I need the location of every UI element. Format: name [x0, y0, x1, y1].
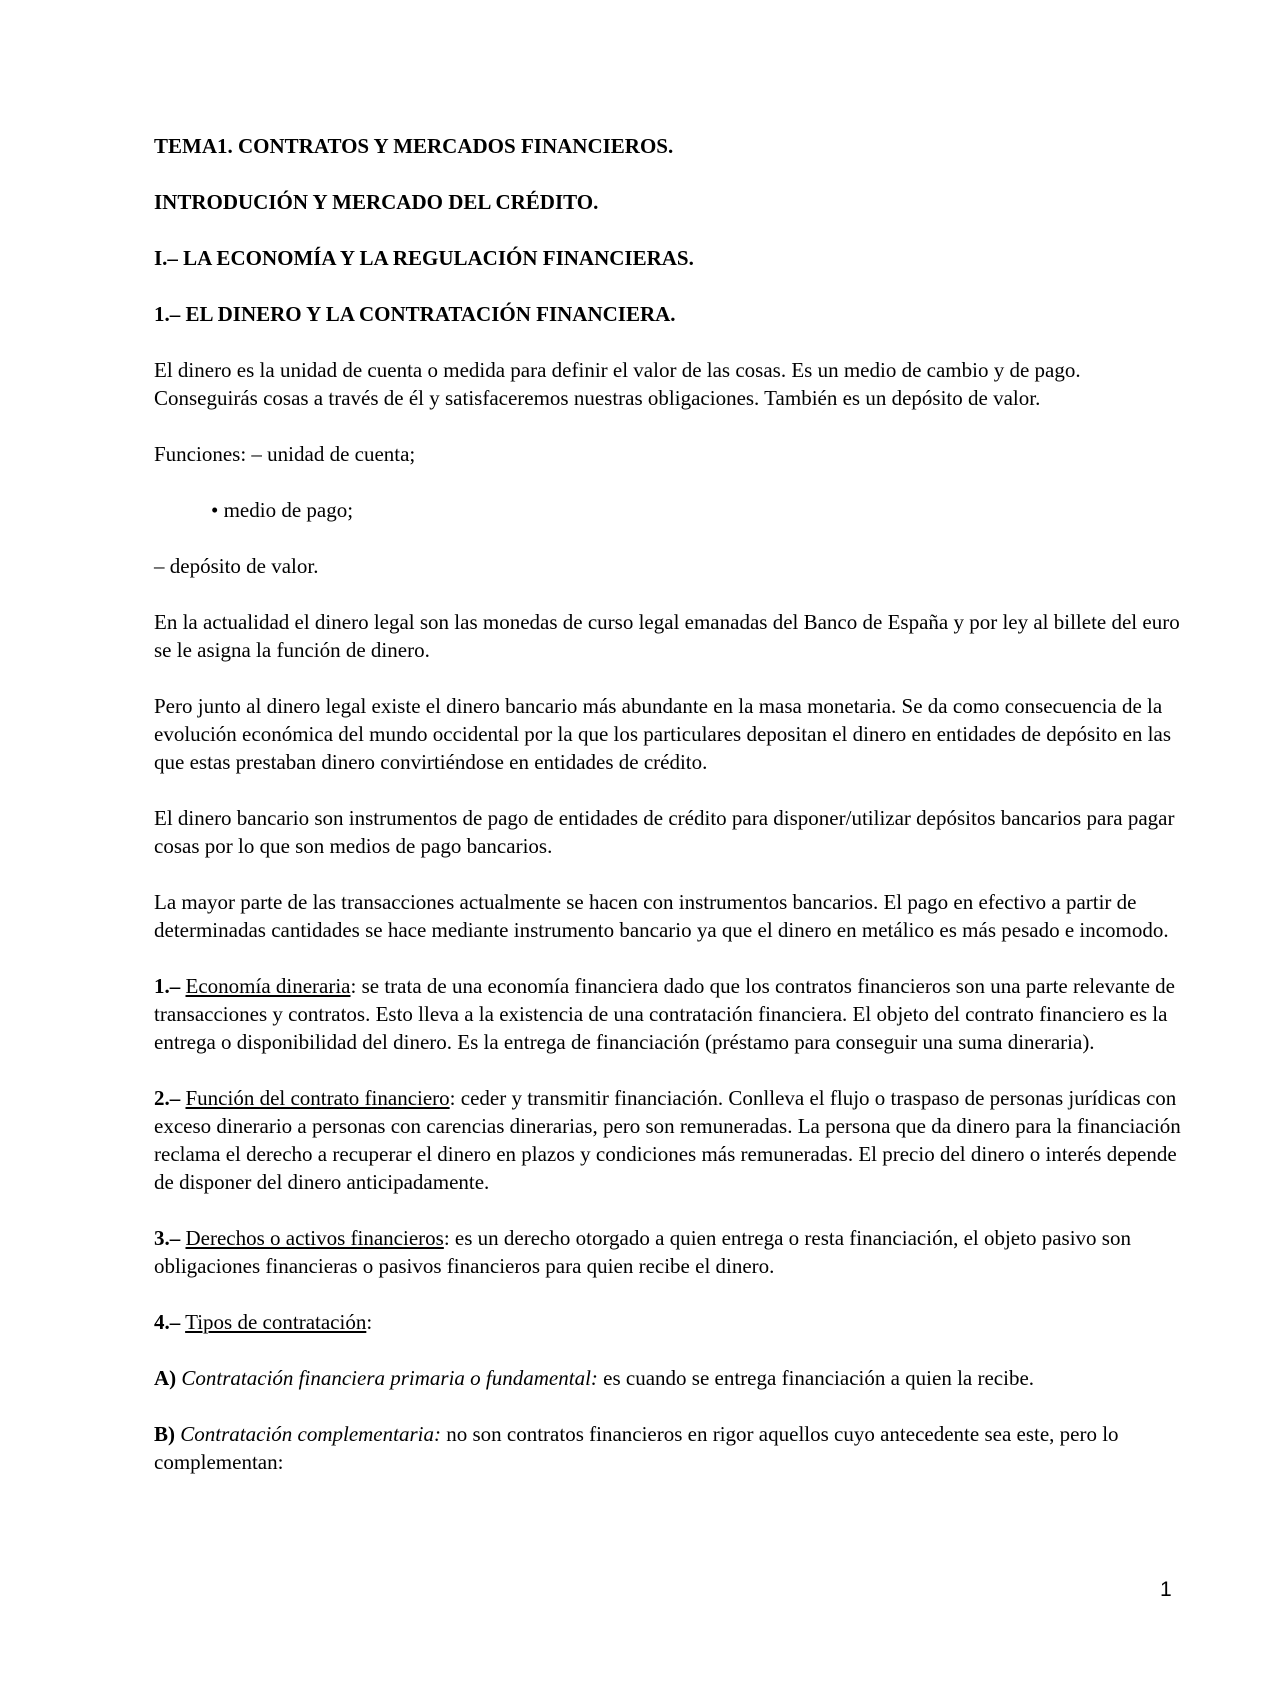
list-item-number: 3.– [154, 1226, 181, 1250]
subitem-contratacion-complementaria [154, 1420, 1184, 1476]
subitem-label: B) [154, 1422, 175, 1446]
document-title: TEMA1. CONTRATOS Y MERCADOS FINANCIEROS. [154, 134, 674, 158]
list-item-economia-dineraria [154, 972, 1184, 1056]
paragraph-functions: Funciones: – unidad de cuenta; [154, 442, 416, 466]
list-item-text: : se trata de una economía financiera dado que los contratos financieros son una parte relevante de transacciones y contratos. Esto lleva a la existencia de una contratación financiera. El objeto del contrato financiero es la entrega o disponibilidad del dinero. Es la entrega de financiación (préstamo para conseguir una suma dineraria). [154, 974, 1176, 1054]
section-heading-introduction: INTRODUCIÓN Y MERCADO DEL CRÉDITO. [154, 190, 599, 214]
list-item-derechos-activos [154, 1224, 1184, 1280]
document-page [154, 132, 1184, 1504]
list-item-title: Tipos de contratación [185, 1310, 367, 1334]
list-item-number: 1.– [154, 974, 181, 998]
list-item-funcion-contrato [154, 1084, 1184, 1196]
paragraph-money-definition: El dinero es la unidad de cuenta o medida para definir el valor de las cosas. Es un medio de cambio y de pago. Conseguirás cosas a través de él y satisfaceremos nuestras obligaciones. También es un depósito de valor. [154, 358, 1081, 410]
paragraph-legal-money: En la actualidad el dinero legal son las monedas de curso legal emanadas del Banco de España y por ley al billete del euro se le asigna la función de dinero. [154, 610, 1180, 662]
list-item-text: : [366, 1310, 373, 1334]
subitem-label: A) [154, 1366, 177, 1390]
paragraph-transactions: La mayor parte de las transacciones actualmente se hacen con instrumentos bancarios. El pago en efectivo a partir de determinadas cantidades se hace mediante instrumento bancario ya que el dinero en metálico es más pesado e incomodo. [154, 890, 1169, 942]
section-heading-money-contracting: 1.– EL DINERO Y LA CONTRATACIÓN FINANCIERA. [154, 302, 676, 326]
list-item-title: Economía dineraria [185, 974, 351, 998]
bullet-medio-de-pago: • medio de pago; [211, 498, 354, 522]
list-item-text: : es un derecho otorgado a quien entrega o resta financiación, el objeto pasivo son obligaciones financieras o pasivos financieros para quien recibe el dinero. [154, 1226, 1131, 1278]
subitem-text: no son contratos financieros en rigor aquellos cuyo antecedente sea este, pero lo complementan: [154, 1422, 1119, 1474]
page-number: 1 [1160, 1578, 1172, 1601]
list-item-title: Derechos o activos financieros [185, 1226, 444, 1250]
subitem-title: Contratación complementaria: [180, 1422, 441, 1446]
subitem-contratacion-primaria [154, 1364, 1184, 1392]
list-item-title: Función del contrato financiero [185, 1086, 450, 1110]
list-item-number: 2.– [154, 1086, 181, 1110]
subitem-title: Contratación financiera primaria o fundamental: [181, 1366, 598, 1390]
list-item-text: : ceder y transmitir financiación. Conlleva el flujo o traspaso de personas jurídicas con exceso dinerario a personas con carencias dinerarias, pero son remuneradas. La persona que da dinero para la financiación reclama el derecho a recuperar el dinero en plazos y condiciones más remuneradas. El precio del dinero o interés depende de disponer del dinero anticipadamente. [154, 1086, 1181, 1194]
subitem-text: es cuando se entrega financiación a quien la recibe. [597, 1366, 1035, 1390]
section-heading-economy-regulation: I.– LA ECONOMÍA Y LA REGULACIÓN FINANCIERAS. [154, 246, 694, 270]
paragraph-bank-money-origin: Pero junto al dinero legal existe el dinero bancario más abundante en la masa monetaria. Se da como consecuencia de la evolución económica del mundo occidental por la que los particulares depositan el dinero en entidades de depósito en las que estas prestaban dinero convirtiéndose en entidades de crédito. [154, 694, 1172, 774]
paragraph-deposito-de-valor: – depósito de valor. [154, 554, 319, 578]
list-item-tipos-contratacion [154, 1308, 1184, 1336]
list-item-number: 4.– [154, 1310, 181, 1334]
paragraph-bank-money-instruments: El dinero bancario son instrumentos de pago de entidades de crédito para disponer/utilizar depósitos bancarios para pagar cosas por lo que son medios de pago bancarios. [154, 806, 1175, 858]
